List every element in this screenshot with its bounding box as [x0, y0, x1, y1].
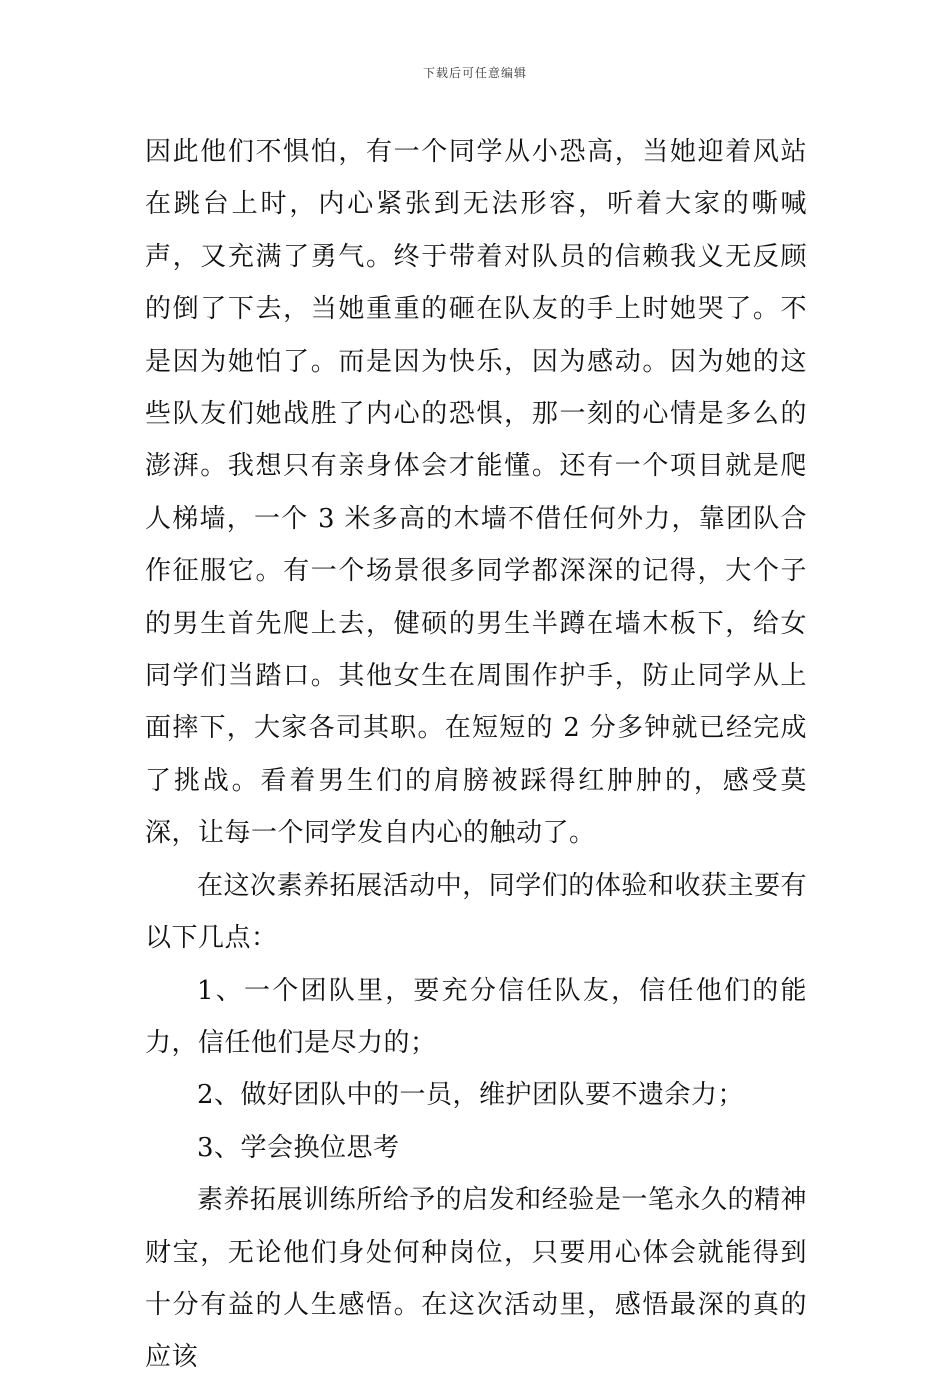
- paragraph-conclusion: 素养拓展训练所给予的启发和经验是一笔永久的精神财宝，无论他们身处何种岗位，只要用心体会就能得到十分有益的人生感悟。在这次活动里，感悟最深的真的应该: [145, 1185, 807, 1373]
- list-item-2: 2、做好团队中的一员，维护团队要不遗余力；: [197, 1080, 745, 1111]
- list-item-3: 3、学会换位思考: [197, 1132, 400, 1163]
- paragraph-summary-intro: 在这次素养拓展活动中，同学们的体验和收获主要有以下几点：: [145, 870, 807, 954]
- list-item-1: 1、一个团队里，要充分信任队友，信任他们的能力，信任他们是尽力的；: [145, 975, 807, 1058]
- paragraph-continued: 因此他们不惧怕，有一个同学从小恐高，当她迎着风站在跳台上时，内心紧张到无法形容，听着大家的嘶喊声，又充满了勇气。终于带着对队员的信赖我义无反顾的倒了下去，当她重重的砸在队友的手上时她哭了。不是因为她怕了。而是因为快乐，因为感动。因为她的这些队友们她战胜了内心的恐惧，那一刻的心情是多么的澎湃。我想只有亲身体会才能懂。还有一个项目就是爬人梯墙，一个 3 米多高的木墙不借任何外力，靠团队合作征服它。有一个场景很多同学都深深的记得，大个子的男生首先爬上去，健硕的男生半蹲在墙木板下，给女同学们当踏口。其他女生在周围作护手，防止同学从上面摔下，大家各司其职。在短短的 2 分多钟就已经完成了挑战。看着男生们的肩膀被踩得红肿肿的，感受莫深，让每一个同学发自内心的触动了。: [145, 137, 807, 849]
- document-body: [145, 126, 807, 1384]
- page-header: 下载后可任意编辑: [422, 66, 527, 80]
